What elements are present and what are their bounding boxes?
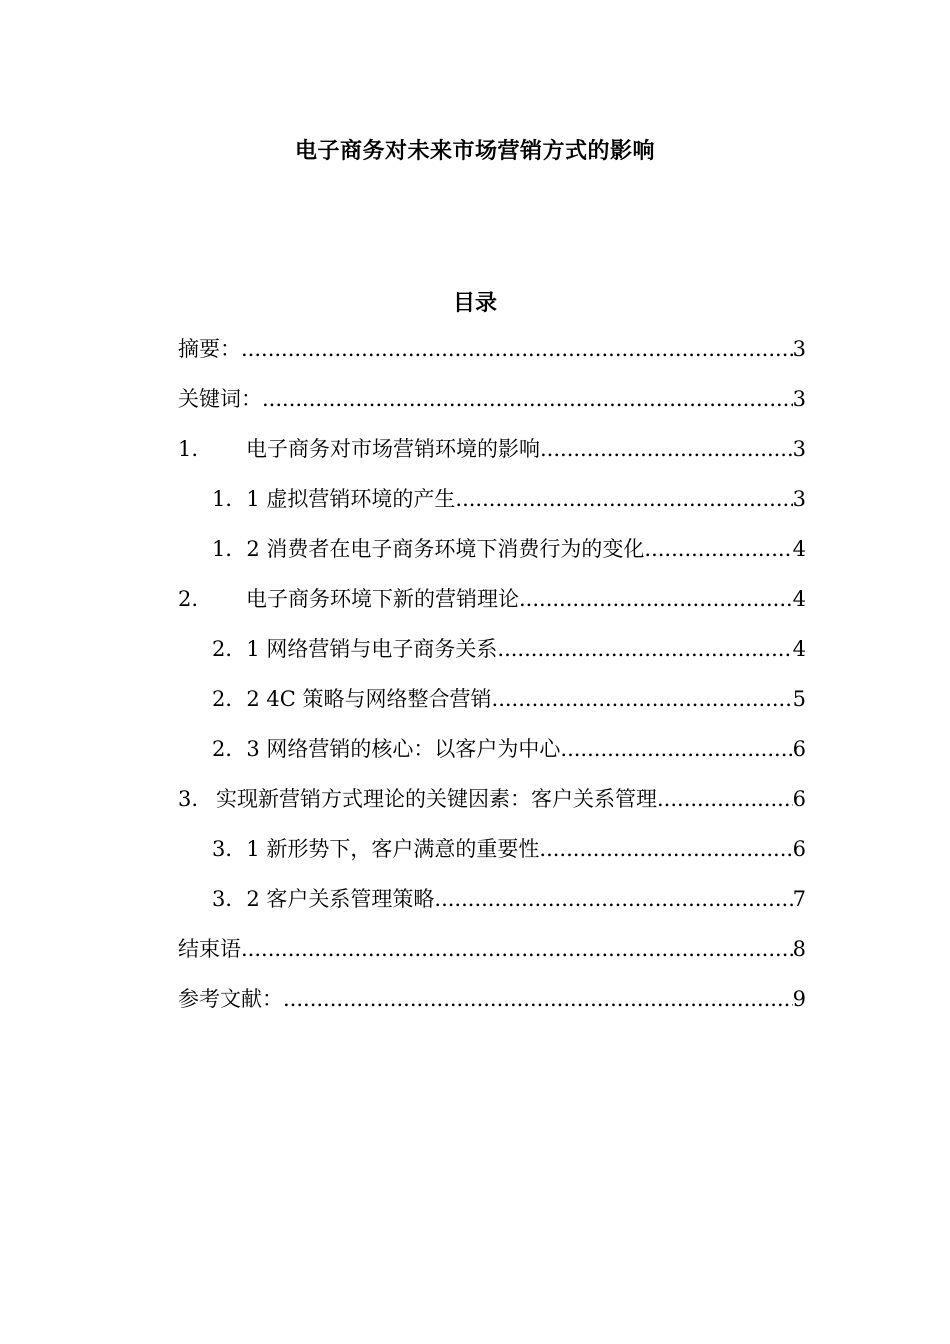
- toc-entry-references[interactable]: [178, 984, 806, 1034]
- toc-entry-page: 4: [792, 537, 806, 561]
- toc-entry-page: 4: [792, 637, 806, 661]
- document-title: 电子商务对未来市场营销方式的影响: [294, 139, 655, 164]
- toc-leader-dots: [455, 484, 792, 514]
- toc-entry-label: 电子商务对市场营销环境的影响: [246, 437, 540, 461]
- toc-leader-dots: [539, 834, 792, 864]
- toc-entry-label: 关键词：: [178, 387, 262, 411]
- toc-entry-section-2-1[interactable]: [178, 634, 806, 684]
- table-of-contents: [178, 334, 806, 1034]
- toc-leader-dots: [657, 784, 793, 814]
- toc-entry-number: 2.: [178, 587, 199, 611]
- toc-entry-page: 3: [792, 337, 806, 361]
- toc-entry-label: 3．1 新形势下，客户满意的重要性: [212, 837, 540, 861]
- toc-entry-label: 2．1 网络营销与电子商务关系: [212, 637, 498, 661]
- toc-entry-label: 2．3 网络营销的核心：以客户为中心: [212, 737, 561, 761]
- toc-leader-dots: [241, 334, 793, 364]
- toc-entry-page: 6: [792, 737, 806, 761]
- toc-entry-page: 6: [792, 837, 806, 861]
- toc-entry-label: 电子商务环境下新的营销理论: [246, 587, 519, 611]
- toc-entry-label: 1．2 消费者在电子商务环境下消费行为的变化: [212, 537, 645, 561]
- toc-entry-page: 6: [792, 787, 806, 811]
- toc-entry-keywords[interactable]: [178, 384, 806, 434]
- toc-entry-label: 摘要：: [178, 337, 241, 361]
- toc-entry-conclusion[interactable]: [178, 934, 806, 984]
- toc-entry-page: 9: [792, 987, 806, 1011]
- toc-entry-section-1-2[interactable]: [178, 534, 806, 584]
- toc-entry-section-3-1[interactable]: [178, 834, 806, 884]
- toc-entry-section-3[interactable]: [178, 784, 806, 834]
- toc-leader-dots: [492, 684, 793, 714]
- toc-entry-section-2-3[interactable]: [178, 734, 806, 784]
- toc-entry-page: 3: [792, 437, 806, 461]
- toc-entry-page: 3: [792, 387, 806, 411]
- toc-entry-abstract[interactable]: [178, 334, 806, 384]
- toc-entry-number: 3.: [178, 787, 199, 811]
- toc-leader-dots: [241, 934, 793, 964]
- toc-leader-dots: [283, 984, 793, 1014]
- toc-entry-page: 5: [792, 687, 806, 711]
- toc-entry-label: 3．2 客户关系管理策略: [212, 887, 435, 911]
- toc-entry-section-1-1[interactable]: [178, 484, 806, 534]
- toc-entry-page: 7: [792, 887, 806, 911]
- toc-entry-section-2-2[interactable]: [178, 684, 806, 734]
- toc-leader-dots: [644, 534, 792, 564]
- toc-entry-number: 1.: [178, 437, 199, 461]
- toc-entry-section-2[interactable]: [178, 584, 806, 634]
- toc-entry-page: 8: [792, 937, 806, 961]
- toc-entry-label: 1．1 虚拟营销环境的产生: [212, 487, 456, 511]
- toc-leader-dots: [540, 434, 793, 464]
- toc-entry-section-1[interactable]: [178, 434, 806, 484]
- toc-entry-section-3-2[interactable]: [178, 884, 806, 934]
- toc-entry-label: 结束语: [178, 937, 241, 961]
- toc-entry-page: 3: [792, 487, 806, 511]
- toc-entry-label: 参考文献：: [178, 987, 283, 1011]
- toc-entry-label: 实现新营销方式理论的关键因素：客户关系管理: [216, 787, 657, 811]
- toc-heading: 目录: [452, 291, 497, 316]
- toc-leader-dots: [434, 884, 792, 914]
- toc-leader-dots: [519, 584, 793, 614]
- toc-entry-label: 2．2 4C 策略与网络整合营销: [212, 687, 492, 711]
- toc-leader-dots: [262, 384, 793, 414]
- toc-leader-dots: [560, 734, 792, 764]
- toc-entry-page: 4: [792, 587, 806, 611]
- toc-leader-dots: [497, 634, 792, 664]
